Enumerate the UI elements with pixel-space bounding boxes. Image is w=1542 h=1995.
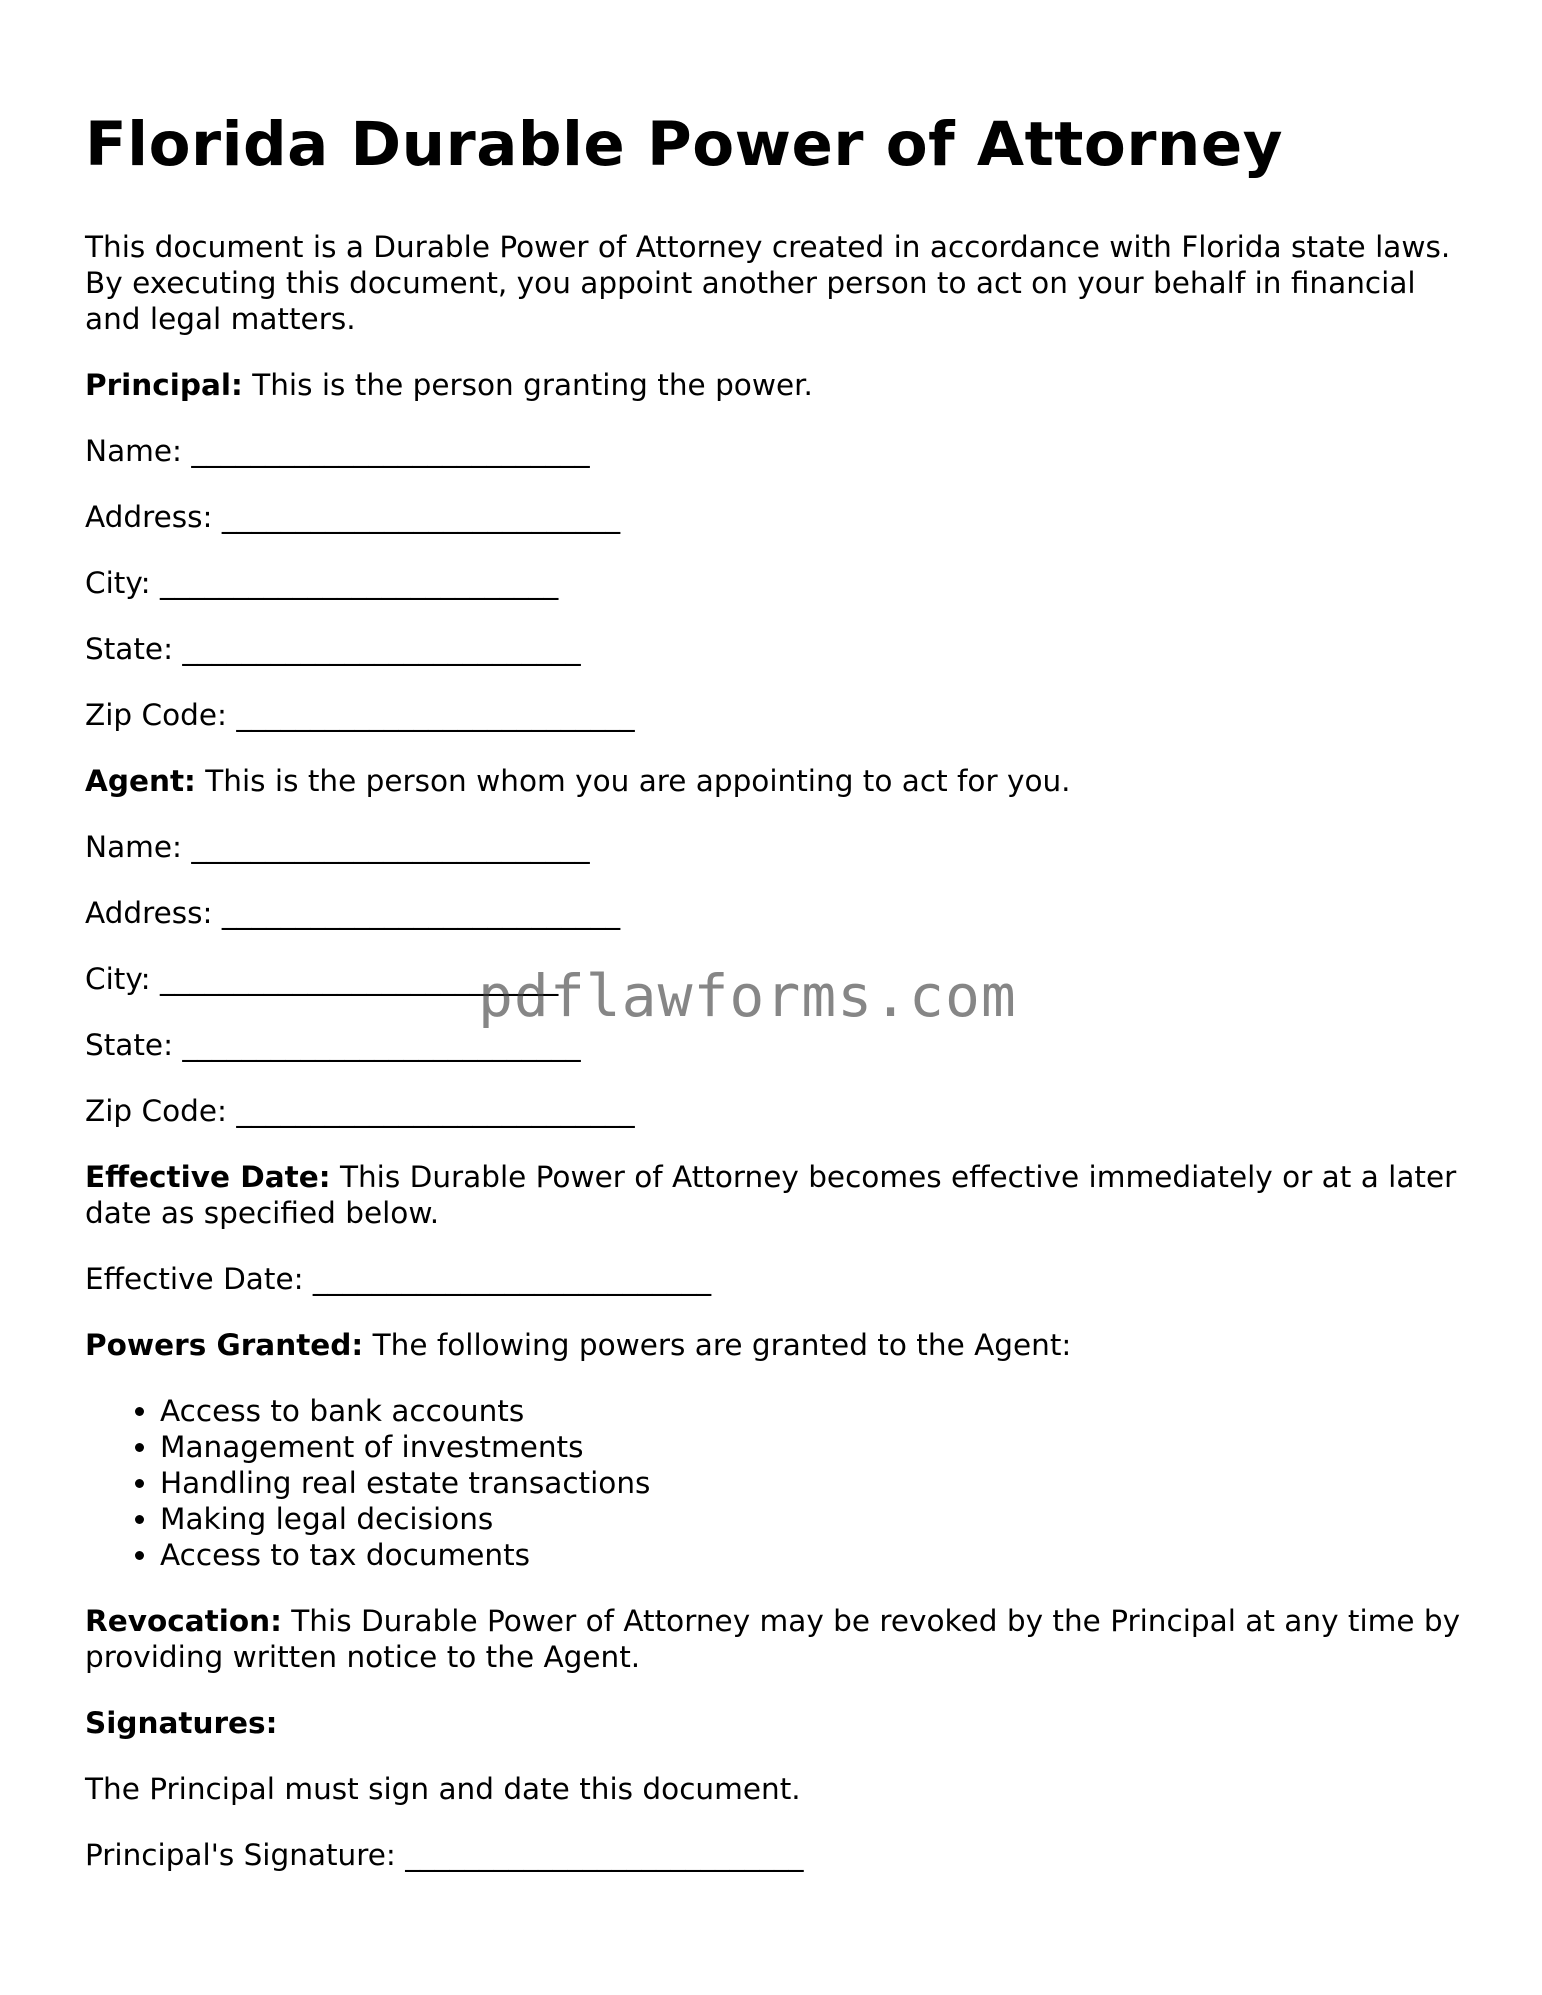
list-item: • Access to bank accounts <box>160 1393 1465 1429</box>
effective-description: This Durable Power of Attorney becomes effective immediately or at a later date as specified below. <box>85 1160 1457 1231</box>
agent-city-blank[interactable]: ___________________________ <box>160 962 559 997</box>
agent-name-field[interactable] <box>85 829 1465 865</box>
principal-signature-blank[interactable]: ___________________________ <box>405 1838 804 1873</box>
principal-city-blank[interactable]: ___________________________ <box>160 566 559 601</box>
signatures-instruction: The Principal must sign and date this document. <box>85 1772 801 1807</box>
principal-address-blank[interactable]: ___________________________ <box>221 500 621 535</box>
principal-state-field[interactable] <box>85 631 1465 667</box>
principal-city-label: City: <box>85 566 151 601</box>
agent-section-heading <box>85 763 1465 799</box>
principal-state-blank[interactable]: ___________________________ <box>182 632 581 667</box>
effective-heading: Effective Date: <box>85 1160 331 1195</box>
list-item: • Management of investments <box>160 1429 1465 1465</box>
list-item: • Making legal decisions <box>160 1501 1465 1537</box>
agent-name-blank[interactable]: ___________________________ <box>191 830 590 865</box>
principal-signature-label: Principal's Signature: <box>85 1838 396 1873</box>
principal-name-blank[interactable]: ___________________________ <box>191 434 590 469</box>
agent-address-label: Address: <box>85 896 213 931</box>
effective-date-label: Effective Date: <box>85 1262 304 1297</box>
principal-state-label: State: <box>85 632 174 667</box>
effective-date-blank[interactable]: ___________________________ <box>312 1262 712 1297</box>
principal-zip-field[interactable] <box>85 697 1465 733</box>
agent-heading: Agent: <box>85 764 196 799</box>
principal-heading: Principal: <box>85 368 243 403</box>
watermark: pdflawforms.com <box>478 962 1017 1030</box>
agent-zip-field[interactable] <box>85 1093 1465 1129</box>
principal-city-field[interactable] <box>85 565 1465 601</box>
principal-address-field[interactable] <box>85 499 1465 535</box>
agent-zip-blank[interactable]: ___________________________ <box>236 1094 635 1129</box>
agent-zip-label: Zip Code: <box>85 1094 227 1129</box>
agent-name-label: Name: <box>85 830 182 865</box>
principal-name-label: Name: <box>85 434 182 469</box>
principal-address-label: Address: <box>85 500 213 535</box>
principal-name-field[interactable] <box>85 433 1465 469</box>
effective-section-heading <box>85 1159 1465 1231</box>
powers-heading: Powers Granted: <box>85 1328 364 1363</box>
agent-address-field[interactable] <box>85 895 1465 931</box>
agent-state-field[interactable] <box>85 1027 1465 1063</box>
document-title: Florida Durable Power of Attorney <box>85 109 1283 180</box>
intro-paragraph: This document is a Durable Power of Attorney created in accordance with Florida state laws. By executing this document, you appoint another person to act on your behalf in financial and legal matters. <box>85 230 1451 337</box>
agent-address-blank[interactable]: ___________________________ <box>221 896 621 931</box>
revocation-section <box>85 1603 1465 1675</box>
revocation-heading: Revocation: <box>85 1604 282 1639</box>
principal-section-heading <box>85 367 1465 403</box>
principal-description: This is the person granting the power. <box>242 368 813 403</box>
signatures-section-heading <box>85 1705 1465 1741</box>
agent-state-blank[interactable]: ___________________________ <box>182 1028 581 1063</box>
principal-zip-blank[interactable]: ___________________________ <box>236 698 635 733</box>
list-item: • Access to tax documents <box>160 1537 1465 1573</box>
principal-zip-label: Zip Code: <box>85 698 227 733</box>
powers-description: The following powers are granted to the Agent: <box>363 1328 1072 1363</box>
agent-description: This is the person whom you are appointing to act for you. <box>195 764 1071 799</box>
effective-date-field[interactable] <box>85 1261 1465 1297</box>
agent-state-label: State: <box>85 1028 174 1063</box>
principal-signature-field[interactable] <box>85 1837 1465 1873</box>
revocation-description: This Durable Power of Attorney may be revoked by the Principal at any time by providing written notice to the Agent. <box>85 1604 1461 1675</box>
powers-section-heading <box>85 1327 1465 1363</box>
list-item: • Handling real estate transactions <box>160 1465 1465 1501</box>
powers-list <box>85 1393 1465 1573</box>
agent-city-label: City: <box>85 962 151 997</box>
signatures-heading: Signatures: <box>85 1706 278 1741</box>
